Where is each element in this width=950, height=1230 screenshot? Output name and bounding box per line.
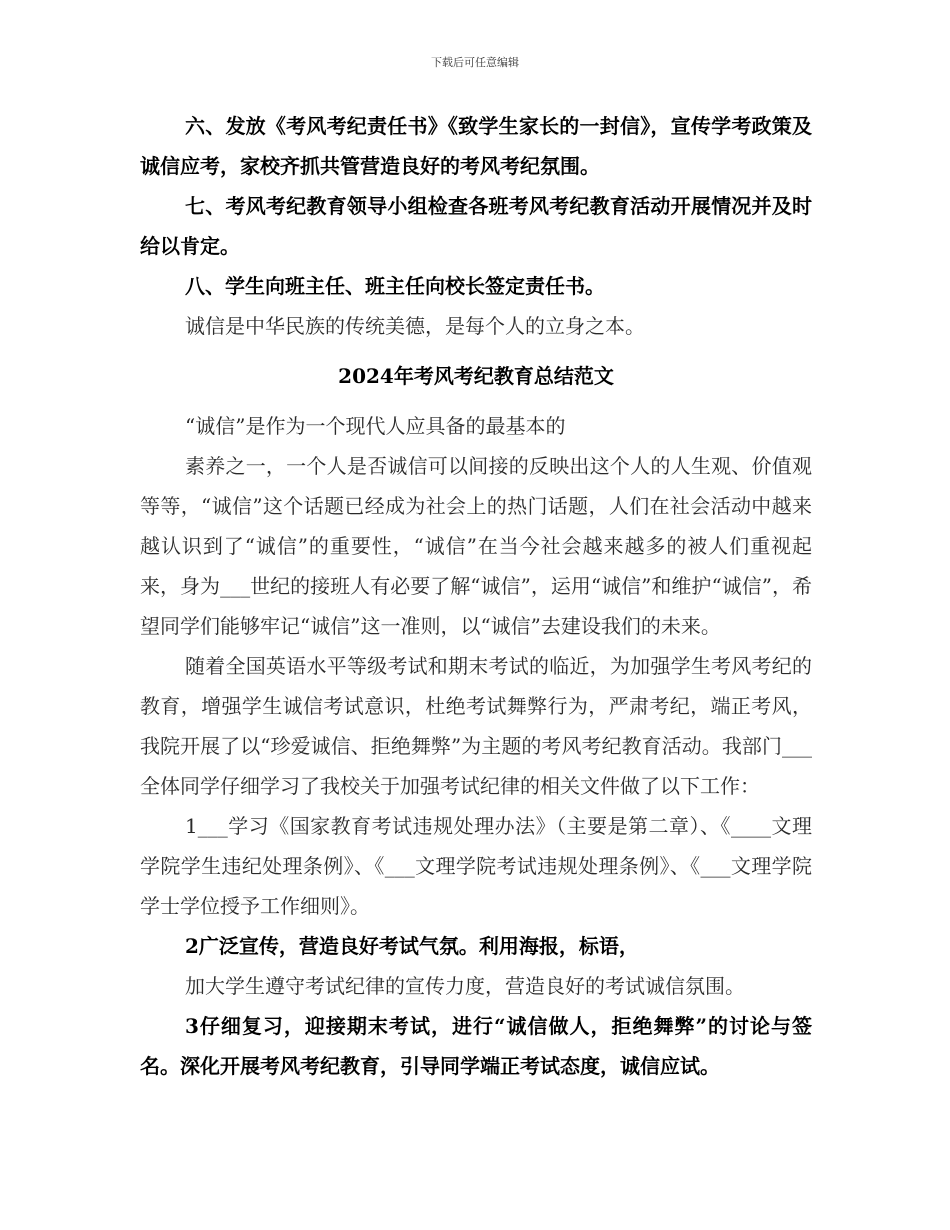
paragraph-item-eight: 八、学生向班主任、班主任向校长签定责任书。 xyxy=(185,274,605,298)
paragraph-integrity: 诚信是中华民族的传统美德，是每个人的立身之本。 xyxy=(185,314,645,338)
intro-line-1: “诚信”是作为一个现代人应具备的最基本的 xyxy=(185,414,566,438)
context-paragraph: 随着全国英语水平等级考试和期末考试的临近，为加强学生考风考纪的教育，增强学生诚信考试意识，杜绝考试舞弊行为，严肃考纪，端正考风，我院开展了以“珍爱诚信、拒绝舞弊”为主题的考风考纪教育活动。我部门___全体同学仔细学习了我校关于加强考试纪律的相关文件做了以下工作： xyxy=(140,654,812,798)
page-header-note: 下载后可任意编辑 xyxy=(431,56,519,69)
section-title: 2024年考风考纪教育总结范文 xyxy=(338,364,614,388)
paragraph-item-six: 六、发放《考风考纪责任书》《致学生家长的一封信》，宣传学考政策及诚信应考，家校齐抓共管营造良好的考风考纪氛围。 xyxy=(140,114,812,178)
work-item-3: 3仔细复习，迎接期末考试，进行“诚信做人，拒绝舞弊”的讨论与签名。深化开展考风考纪教育，引导同学端正考试态度，诚信应试。 xyxy=(140,1014,812,1078)
work-item-2-heading: 2广泛宣传，营造良好考试气氛。利用海报，标语， xyxy=(185,934,639,958)
work-item-2-body: 加大学生遵守考试纪律的宣传力度，营造良好的考试诚信氛围。 xyxy=(185,974,745,998)
document-body xyxy=(140,106,812,1086)
work-item-1: 1___学习《国家教育考试违规处理办法》（主要是第二章）、《____文理学院学生违纪处理条例》、《___文理学院考试违规处理条例》、《___文理学院学士学位授予工作细则》。 xyxy=(140,814,812,918)
intro-paragraph: 素养之一，一个人是否诚信可以间接的反映出这个人的人生观、价值观等等，“诚信”这个话题已经成为社会上的热门话题，人们在社会活动中越来越认识到了“诚信”的重要性，“诚信”在当今社会越来越多的被人们重视起来，身为___世纪的接班人有必要了解“诚信”，运用“诚信”和维护“诚信”，希望同学们能够牢记“诚信”这一准则，以“诚信”去建设我们的未来。 xyxy=(140,454,812,638)
paragraph-item-seven: 七、考风考纪教育领导小组检查各班考风考纪教育活动开展情况并及时给以肯定。 xyxy=(140,194,812,258)
